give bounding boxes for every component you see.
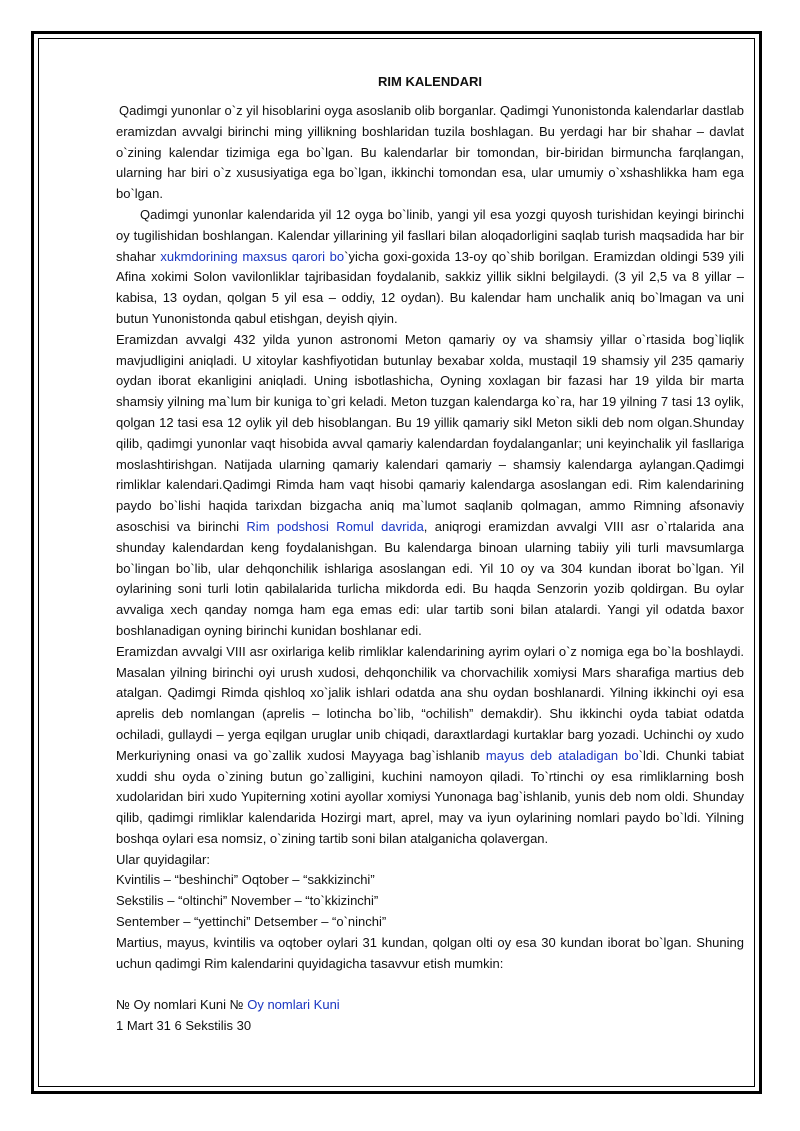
text-run: Eramizdan avvalgi 432 yilda yunon astronomi Meton qamariy oy va shamsiy yillar o`rtasida bog`liqlik mavjudligini aniqladi. U xitoylar kashfiyotidan butunlay bexabar xolda, mustaqil 19 shamsiy yil 235 qamariy oydan iborat ekanligini aniqladi. Uning isbotlashicha, Oyning xoxlagan bir fazasi har 19 yilda bir marta shamsiy yilning ma`lum bir kuniga to`gri keladi. Meton tuzgan kalendarga ko`ra, har 19 yilning 7 tasi 13 oylik, qolgan 12 tasi esa 12 oylik yil deb hisoblangan. Bu 19 yillik qamariy sikl Meton sikli deb nom olgan.Shunday qilib, qadimgi yunonlar vaqt hisobida avval qamariy kalendardan foydalanganlar; uni keyinchalik yil fasllariga moslashtirishgan. Natijada ularning qamariy kalendari qamariy – shamsiy kalendarga aylangan.Qadimgi rimliklar kalendari.Qadimgi Rimda ham vaqt hisobi qamariy kalendarga asoslangan edi. Rim kalendarining paydo bo`lishi haqida tarixdan bizgacha aniq ma`lumot saqlanib qolmagan, ammo Rimning afsonaviy asoschisi va birinchi <box>116 331 744 534</box>
paragraph-p2 <box>116 205 744 330</box>
text-run: , aniqrogi eramizdan avvalgi VIII asr o`rtalarida ana shunday kalendardan keng foydalanishgan. Bu kalendarga binoan ularning tabiiy yili turli mavsumlarga bo`lingan bo`lib, ular dehqonchilik ishlariga asoslangan edi. Yil 10 oy va 304 kundan iborat bo`lgan. Yil oylarining soni turli lotin qabilalarida turlicha mikdorda edi. Bu haqda Senzorin yozib qoldirgan. Bu oylar avvaliga xech qanday nomga ham ega emas edi: ular tartib soni bilan atalardi. Yangi yil odatda baxor boshlanadigan oyning birinchi kunidan boshlanar edi. <box>116 518 745 638</box>
paragraph-p4 <box>116 642 744 850</box>
hyperlink[interactable]: Oy nomlari Kuni <box>247 997 340 1013</box>
text-run: 1 Mart 31 6 Sekstilis 30 <box>116 1018 252 1034</box>
hyperlink[interactable]: xukmdorining maxsus qarori bo <box>160 248 345 264</box>
paragraph-p7 <box>116 891 744 912</box>
document-title: RIM KALENDARI <box>378 74 482 89</box>
paragraph-p8 <box>116 912 744 933</box>
paragraph-p6 <box>116 870 744 891</box>
text-run: `yicha goxi-goxida 13-oy qo`shib borilgan. Eramizdan oldingi 539 yili Afina xokimi Solon vavilonliklar tajribasidan foydalanib, sakkiz yillik siklni belgilaydi. (3 yil 2,5 va 8 yillar – kabisa, 13 oydan, qolgan 5 yil esa – oddiy, 12 oydan). Bu kalendar ham unchalik aniq bo`lmagan va uni butun Yunonistonda qabul etishgan, deyish qiyin. <box>116 248 744 326</box>
text-run: `ldi. Chunki tabiat xuddi shu oyda o`zining butun go`zalligini, kuchini namoyon qiladi. To`rtinchi oy esa rimliklarning bosh xudolaridan biri xudo Yupiterning xotini ayollar xomiysi Yunonaga bag`ishlanib, yunis deb nom oldi. Shunday qilib, qadimgi rimliklar kalendarida Hozirgi mart, aprel, may va iyun oylarining nomlari paydo bo`ldi. Yilning boshqa oylari esa nomsiz, o`zining tartib soni bilan atalganicha qolavergan. <box>116 747 744 846</box>
paragraph-p5 <box>116 850 744 871</box>
text-run: Kvintilis – “beshinchi” Oqtober – “sakkizinchi” <box>116 872 375 888</box>
paragraph-p9 <box>116 933 744 975</box>
document-body <box>116 101 744 1037</box>
document-page <box>116 74 744 1037</box>
text-run: Qadimgi yunonlar kalendarida yil 12 oyga bo`linib, yangi yil esa yozgi quyosh turishidan keyingi birinchi oy tugilishidan boshlangan. Kalendar yillarining yil fasllari bilan aloqadorligini saqlab turish maqsadida har bir shahar <box>116 206 744 264</box>
paragraph-p11 <box>116 1016 744 1037</box>
text-run: Martius, mayus, kvintilis va oqtober oylari 31 kundan, qolgan olti oy esa 30 kundan iborat bo`lgan. Shuning uchun qadimgi Rim kalendarini quyidagicha tasavvur etish mumkin: <box>116 934 744 971</box>
text-run: Sekstilis – “oltinchi” November – “to`kkizinchi” <box>116 893 379 909</box>
text-run: Qadimgi yunonlar o`z yil hisoblarini oyga asoslanib olib borganlar. Qadimgi Yunonistonda kalendarlar dastlab eramizdan avvalgi birinchi ming yillikning boshlaridan tuzila boshlagan. Bu yerdagi har bir shahar – davlat o`zining kalendar tizimiga ega bo`lgan. Bu kalendarlar bir tomondan, bir-biridan birmuncha farqlangan, ularning har biri o`z xususiyatiga ega bo`lgan, ikkinchi tomondan esa, ular umumiy o`xshashlikka ham ega bo`lgan. <box>116 103 744 202</box>
paragraph-p3 <box>116 330 744 642</box>
hyperlink[interactable]: mayus deb ataladigan bo <box>485 747 639 763</box>
paragraph-p1 <box>116 101 744 205</box>
text-run: Sentember – “yettinchi” Detsember – “o`ninchi” <box>116 914 387 930</box>
hyperlink[interactable]: Rim podshosi Romul davrida <box>246 518 424 534</box>
blank-line <box>116 974 744 995</box>
text-run: № Oy nomlari Kuni № <box>116 997 248 1013</box>
paragraph-p10 <box>116 995 744 1016</box>
text-run: Eramizdan avvalgi VIII asr oxirlariga kelib rimliklar kalendarining ayrim oylari o`z nomiga ega bo`la boshlaydi. Masalan yilning birinchi oyi urush xudosi, dehqonchilik va chorvachilik xomiysi Mars sharafiga martius deb atalgan. Qadimgi Rimda qishloq xo`jalik ishlari odatda ana shu oydan boshlanardi. Yilning ikkinchi oyi esa aprelis deb nomlangan (aprelis – lotincha bo`lib, “ochilish” demakdir). Shu ikkinchi oyda tabiat odatda ochiladi, gullaydi – yerga eqilgan uruglar unib chiqadi, daraxtlardagi kurtaklar barg yozadi. Uchinchi oy xudo Merkuriyning onasi va go`zallik xudosi Mayyaga bag`ishlanib <box>116 643 744 763</box>
text-run: Ular quyidagilar: <box>116 851 210 867</box>
